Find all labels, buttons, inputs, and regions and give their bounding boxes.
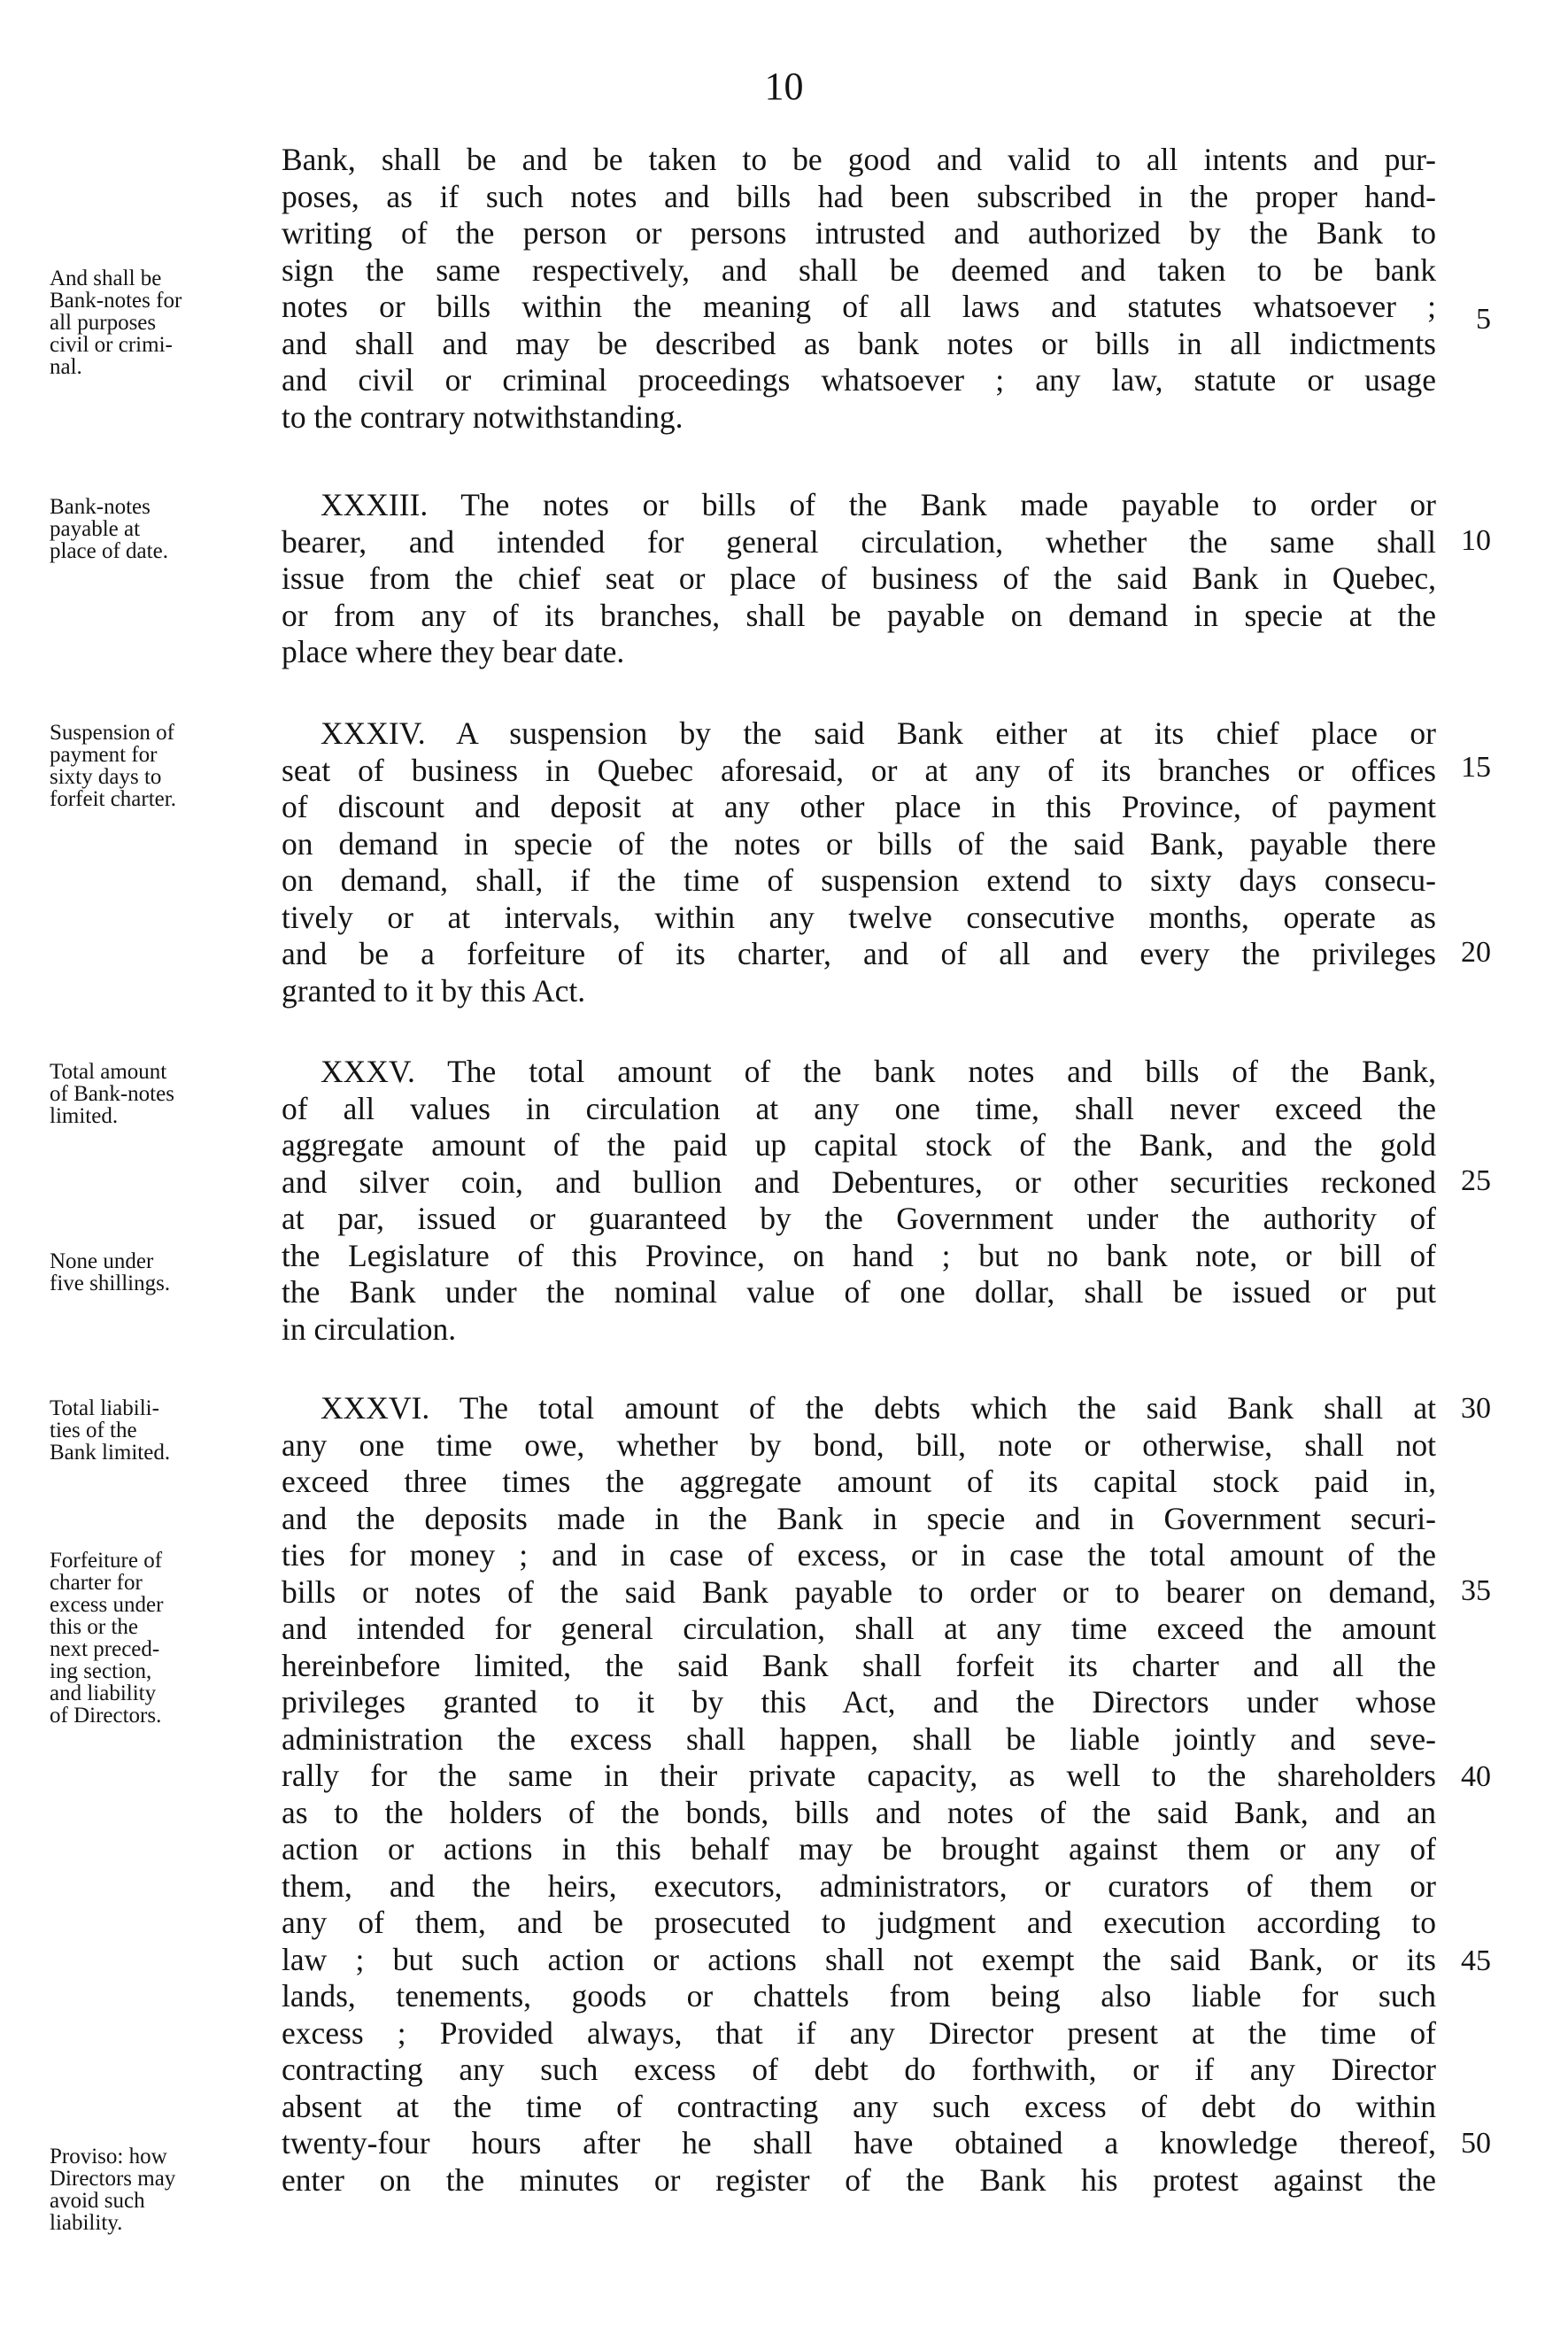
- text-line: tively or at intervals, within any twelve consecutive months, operate as: [282, 899, 1436, 935]
- text-line: of discount and deposit at any other place in this Province, of payment: [282, 789, 1436, 824]
- text-line: enter on the minutes or register of the Bank his protest against the: [282, 2161, 1436, 2198]
- text-line: privileges granted to it by this Act, and the Directors under whose: [282, 1684, 1436, 1720]
- text-line: hereinbefore limited, the said Bank shall forfeit its charter and all the: [282, 1647, 1436, 1683]
- margin-note-line: Bank-notes: [50, 495, 151, 519]
- section-xxxiii: [282, 487, 1436, 671]
- text-line: seat of business in Quebec aforesaid, or at any of its branches or offices: [282, 752, 1436, 788]
- line-number: 45: [1461, 1944, 1491, 1977]
- margin-note: [50, 267, 271, 378]
- margin-note-line: and liability: [50, 1681, 157, 1705]
- margin-note-line: of Directors.: [50, 1704, 162, 1728]
- margin-note-line: excess under: [50, 1593, 164, 1617]
- text-line: the Legislature of this Province, on hand ; but no bank note, or bill of: [282, 1237, 1436, 1273]
- text-line: XXXV. The total amount of the bank notes and bills of the Bank,: [321, 1054, 1436, 1089]
- margin-note-line: avoid such: [50, 2189, 145, 2213]
- text-line: on demand in specie of the notes or bills of the said Bank, payable there: [282, 825, 1436, 862]
- line-number: 35: [1461, 1574, 1491, 1607]
- text-line: place where they bear date.: [282, 634, 625, 669]
- text-line: absent at the time of contracting any such excess of debt do within: [282, 2088, 1436, 2124]
- margin-note-line: payable at: [50, 517, 141, 541]
- line-number: 15: [1461, 751, 1491, 784]
- text-line: action or actions in this behalf may be brought against them or any of: [282, 1831, 1436, 1867]
- margin-note-line: limited.: [50, 1104, 119, 1128]
- margin-note-line: nal.: [50, 355, 82, 379]
- margin-note-line: this or the: [50, 1615, 138, 1639]
- margin-note-line: And shall be: [50, 267, 162, 290]
- margin-note-line: five shillings.: [50, 1272, 171, 1295]
- margin-note: [50, 1250, 271, 1295]
- text-line: any of them, and be prosecuted to judgment and execution according to: [282, 1905, 1436, 1940]
- margin-note-line: of Bank-notes: [50, 1082, 174, 1106]
- page-number: 10: [764, 65, 804, 108]
- text-line: of all values in circulation at any one time, shall never exceed the: [282, 1090, 1436, 1126]
- margin-note-line: Total amount: [50, 1060, 167, 1084]
- text-line: XXXIII. The notes or bills of the Bank made payable to order or: [321, 487, 1436, 522]
- margin-note-line: Total liabili-: [50, 1396, 159, 1420]
- text-line: and shall and may be described as bank notes or bills in all indictments: [282, 325, 1436, 361]
- text-line: and the deposits made in the Bank in specie and in Government securi-: [282, 1500, 1436, 1536]
- text-line: or from any of its branches, shall be payable on demand in specie at the: [282, 597, 1436, 633]
- text-line: sign the same respectively, and shall be deemed and taken to be bank: [282, 251, 1436, 288]
- margin-note-line: Forfeiture of: [50, 1549, 163, 1573]
- text-line: law ; but such action or actions shall not exempt the said Bank, or its: [282, 1941, 1436, 1977]
- text-line: the Bank under the nominal value of one dollar, shall be issued or put: [282, 1274, 1436, 1310]
- margin-note-line: liability.: [50, 2211, 123, 2235]
- margin-note-line: next preced-: [50, 1637, 160, 1661]
- text-line: in circulation.: [282, 1310, 457, 1347]
- margin-note-line: charter for: [50, 1571, 143, 1595]
- text-line: and intended for general circulation, shall at any time exceed the amount: [282, 1611, 1436, 1646]
- line-number: 25: [1461, 1164, 1491, 1197]
- text-line: notes or bills within the meaning of all laws and statutes whatsoever ;: [282, 289, 1436, 324]
- margin-note-line: civil or crimi-: [50, 333, 173, 357]
- text-line: ties for money ; and in case of excess, or in case the total amount of the: [282, 1537, 1436, 1573]
- margin-note-line: payment for: [50, 743, 158, 767]
- margin-note-line: place of date.: [50, 539, 168, 563]
- margin-note: [50, 1397, 271, 1464]
- text-line: any one time owe, whether by bond, bill, note or otherwise, shall not: [282, 1426, 1436, 1463]
- text-line: poses, as if such notes and bills had been subscribed in the proper hand-: [282, 178, 1436, 214]
- text-line: twenty-four hours after he shall have obtained a knowledge thereof,: [282, 2125, 1436, 2161]
- line-number: 5: [1476, 303, 1491, 336]
- text-line: administration the excess shall happen, shall be liable jointly and seve-: [282, 1720, 1436, 1757]
- margin-note-line: Proviso: how: [50, 2145, 167, 2168]
- margin-note-line: Bank limited.: [50, 1441, 171, 1465]
- text-line: Bank, shall be and be taken to be good and valid to all intents and pur-: [282, 142, 1436, 177]
- paragraph-continuation: [282, 142, 1436, 436]
- margin-note: [50, 496, 271, 562]
- margin-note-line: Bank-notes for: [50, 289, 182, 313]
- text-line: on demand, shall, if the time of suspension extend to sixty days consecu-: [282, 862, 1436, 898]
- text-line: granted to it by this Act.: [282, 972, 586, 1009]
- text-line: to the contrary notwithstanding.: [282, 398, 684, 435]
- margin-note-line: ing section,: [50, 1659, 152, 1683]
- line-number: 10: [1461, 524, 1491, 557]
- line-number: 40: [1461, 1760, 1491, 1793]
- text-line: XXXIV. A suspension by the said Bank either at its chief place or: [321, 715, 1436, 751]
- text-line: bearer, and intended for general circulation, whether the same shall: [282, 523, 1436, 560]
- text-line: exceed three times the aggregate amount of its capital stock paid in,: [282, 1464, 1436, 1499]
- section-xxxv: [282, 1054, 1436, 1348]
- margin-note-line: Suspension of: [50, 721, 174, 745]
- text-line: and civil or criminal proceedings whatsoever ; any law, statute or usage: [282, 362, 1436, 398]
- text-line: lands, tenements, goods or chattels from being also liable for such: [282, 1978, 1436, 2014]
- margin-note: [50, 1550, 271, 1727]
- margin-note-line: None under: [50, 1249, 154, 1273]
- text-line: at par, issued or guaranteed by the Government under the authority of: [282, 1201, 1436, 1236]
- margin-note: [50, 722, 271, 810]
- text-line: excess ; Provided always, that if any Director present at the time of: [282, 2014, 1436, 2051]
- margin-note-line: all purposes: [50, 311, 157, 335]
- text-line: XXXVI. The total amount of the debts which the said Bank shall at: [321, 1390, 1436, 1426]
- margin-note-line: Directors may: [50, 2167, 176, 2191]
- text-line: bills or notes of the said Bank payable to order or to bearer on demand,: [282, 1573, 1436, 1610]
- text-line: aggregate amount of the paid up capital stock of the Bank, and the gold: [282, 1127, 1436, 1163]
- text-line: them, and the heirs, executors, administrators, or curators of them or: [282, 1867, 1436, 1904]
- text-line: and be a forfeiture of its charter, and of all and every the privileges: [282, 936, 1436, 971]
- text-line: as to the holders of the bonds, bills and notes of the said Bank, and an: [282, 1794, 1436, 1830]
- line-number: 20: [1461, 936, 1491, 969]
- text-line: writing of the person or persons intrusted and authorized by the Bank to: [282, 215, 1436, 251]
- section-xxxiv: [282, 715, 1436, 1009]
- text-line: rally for the same in their private capacity, as well to the shareholders: [282, 1758, 1436, 1793]
- section-xxxvi: [282, 1390, 1436, 2199]
- margin-note-line: ties of the: [50, 1419, 137, 1442]
- line-number: 30: [1461, 1392, 1491, 1425]
- margin-note: [50, 1061, 271, 1127]
- text-line: issue from the chief seat or place of business of the said Bank in Quebec,: [282, 560, 1436, 596]
- line-number: 50: [1461, 2127, 1491, 2160]
- text-line: contracting any such excess of debt do forthwith, or if any Director: [282, 2052, 1436, 2087]
- margin-note: [50, 2145, 271, 2234]
- margin-note-line: sixty days to: [50, 765, 162, 789]
- text-line: and silver coin, and bullion and Debentures, or other securities reckoned: [282, 1163, 1436, 1200]
- margin-note-line: forfeit charter.: [50, 787, 176, 811]
